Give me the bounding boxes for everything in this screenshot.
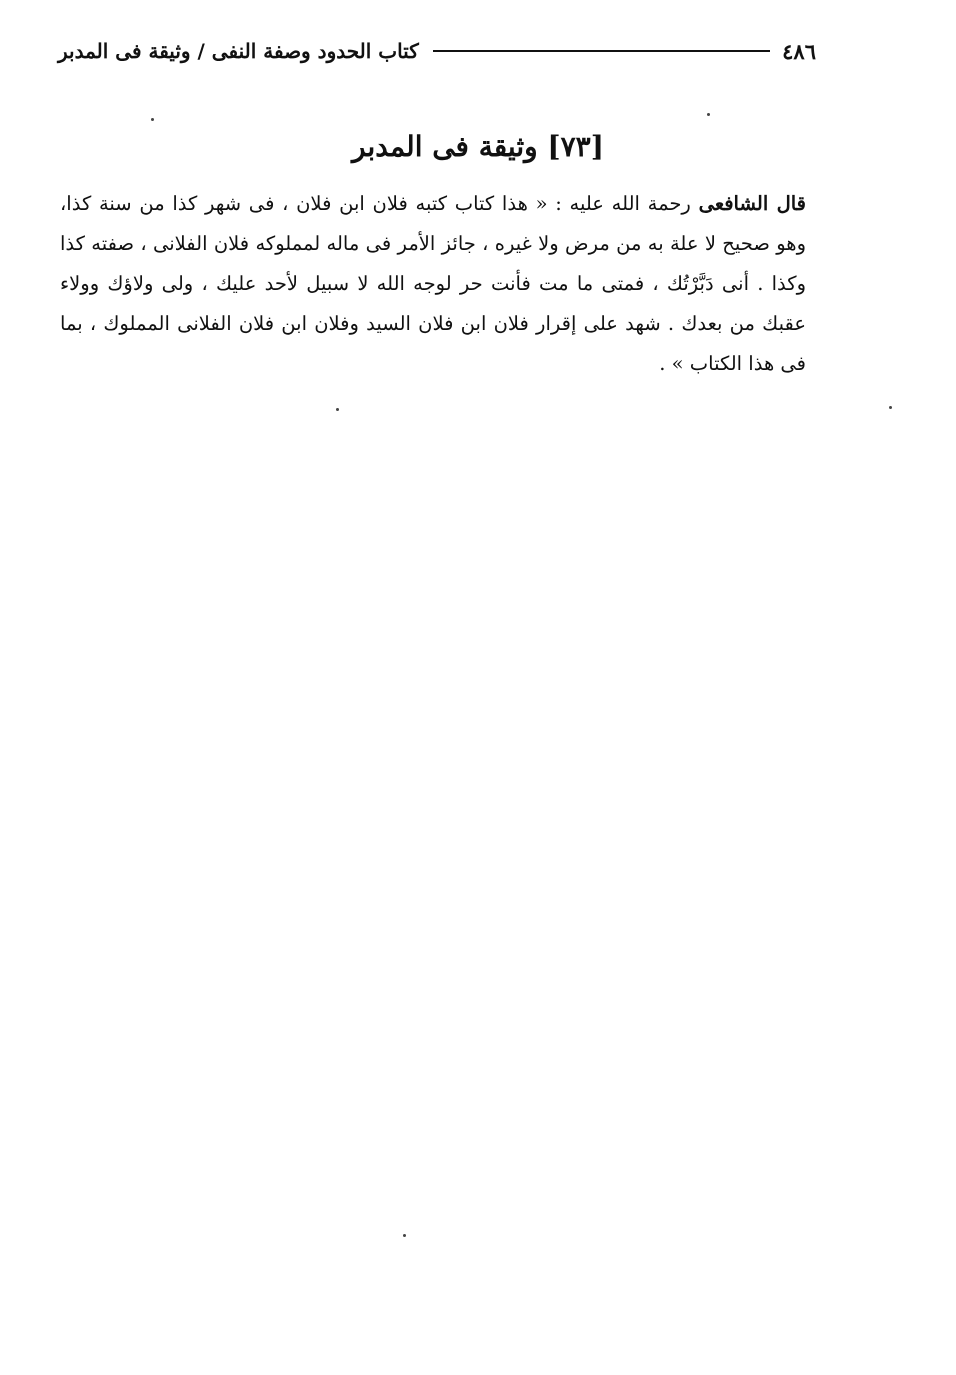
scan-speck: [889, 406, 892, 409]
header-rule: [433, 50, 770, 52]
scan-speck: [151, 118, 154, 121]
scan-speck: [403, 1234, 406, 1237]
running-header: [58, 34, 816, 68]
body-paragraph: [60, 184, 806, 384]
page-number: ٤٨٦: [782, 38, 816, 64]
paragraph-text: رحمة الله عليه : « هذا كتاب كتبه فلان ابن فلان ، فى شهر كذا من سنة كذا، وهو صحيح لا علة به من مرض ولا غيره ، جائز الأمر فى ماله لمملوكه فلان الفلانى ، صفته كذا وكذا . أنى دَبَّرْتُك ، فمتى ما مت فأنت حر لوجه الله لا سبيل لأحد عليك ، ولى ولاؤك وولاء عقبك من بعدك . شهد على إقرار فلان ابن فلان السيد وفلان ابن فلان الفلانى المملوك ، بما فى هذا الكتاب » .: [60, 192, 806, 375]
scan-speck: [707, 113, 710, 116]
section-heading: [٧٣] وثيقة فى المدبر: [352, 130, 604, 163]
scan-speck: [336, 408, 339, 411]
speaker-name: قال الشافعى: [698, 192, 806, 215]
running-title: كتاب الحدود وصفة النفى / وثيقة فى المدبر: [58, 39, 419, 63]
